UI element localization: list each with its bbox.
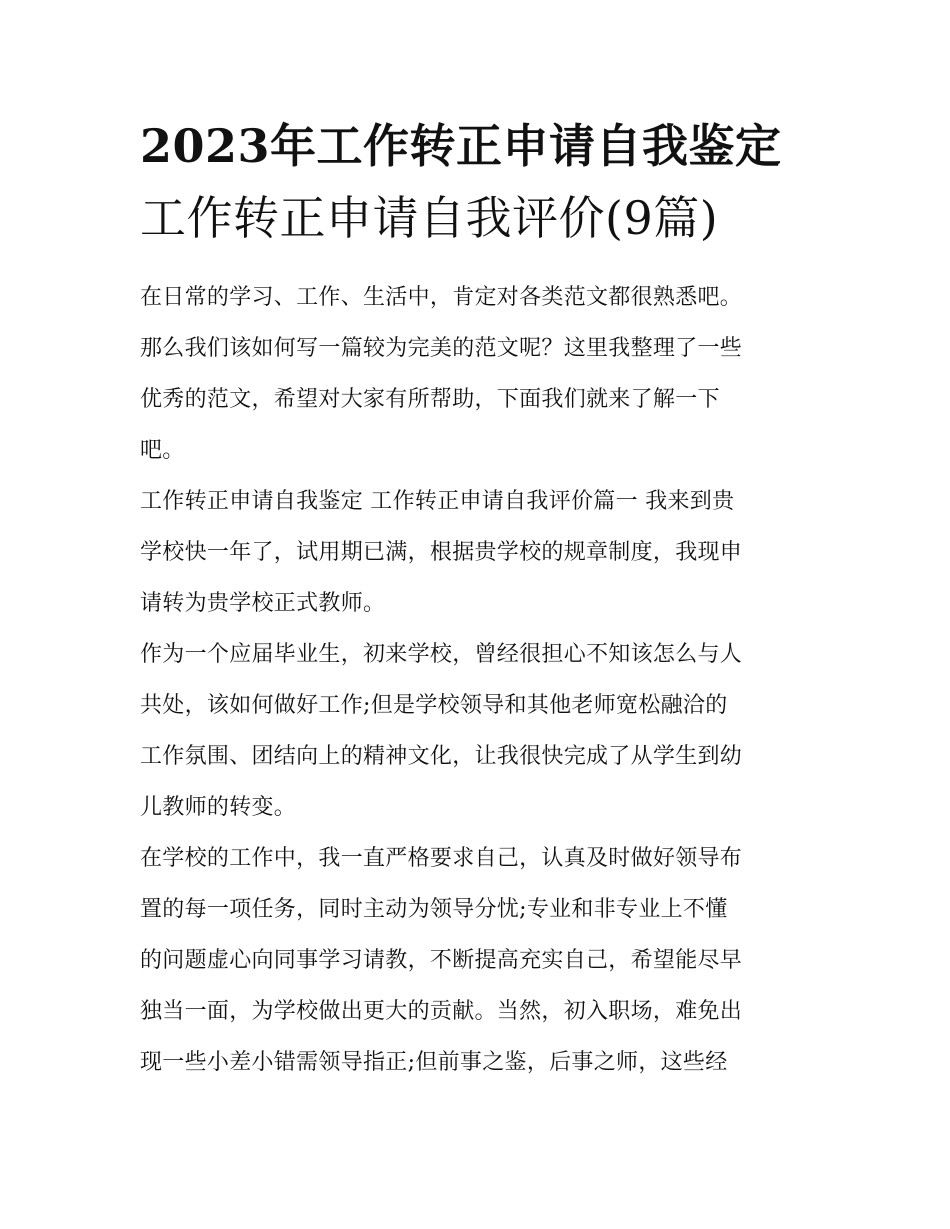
text-line: 在学校的工作中，我一直严格要求自己，认真及时做好领导布	[140, 846, 743, 871]
document-text	[140, 272, 820, 1088]
title-line-1: 2023年工作转正申请自我鉴定	[140, 119, 782, 173]
title-line-2: 工作转正申请自我评价(9篇)	[140, 191, 719, 245]
text-line: 工作氛围、团结向上的精神文化，让我很快完成了从学生到幼	[140, 744, 743, 769]
document-title	[140, 110, 820, 254]
paragraph-2	[140, 476, 820, 629]
text-line: 那么我们该如何写一篇较为完美的范文呢？这里我整理了一些	[140, 336, 743, 361]
document-body	[140, 110, 820, 1088]
text-line: 在日常的学习、工作、生活中，肯定对各类范文都很熟悉吧。	[140, 285, 743, 310]
paragraph-3	[140, 629, 820, 833]
text-line: 作为一个应届毕业生，初来学校，曾经很担心不知该怎么与人	[140, 642, 743, 667]
text-line: 现一些小差小错需领导指正;但前事之鉴，后事之师，这些经	[140, 1050, 728, 1075]
text-line: 置的每一项任务，同时主动为领导分忧;专业和非专业上不懂	[140, 897, 728, 922]
text-line: 工作转正申请自我鉴定 工作转正申请自我评价篇一 我来到贵	[140, 489, 735, 514]
text-line: 吧。	[140, 438, 185, 463]
text-line: 儿教师的转变。	[140, 795, 297, 820]
paragraph-4	[140, 833, 820, 1088]
text-line: 学校快一年了，试用期已满，根据贵学校的规章制度，我现申	[140, 540, 743, 565]
text-line: 共处，该如何做好工作;但是学校领导和其他老师宽松融洽的	[140, 693, 728, 718]
text-line: 独当一面，为学校做出更大的贡献。当然，初入职场，难免出	[140, 999, 743, 1024]
text-line: 优秀的范文，希望对大家有所帮助，下面我们就来了解一下	[140, 387, 720, 412]
text-line: 的问题虚心向同事学习请教，不断提高充实自己，希望能尽早	[140, 948, 743, 973]
paragraph-1	[140, 272, 820, 476]
text-line: 请转为贵学校正式教师。	[140, 591, 386, 616]
